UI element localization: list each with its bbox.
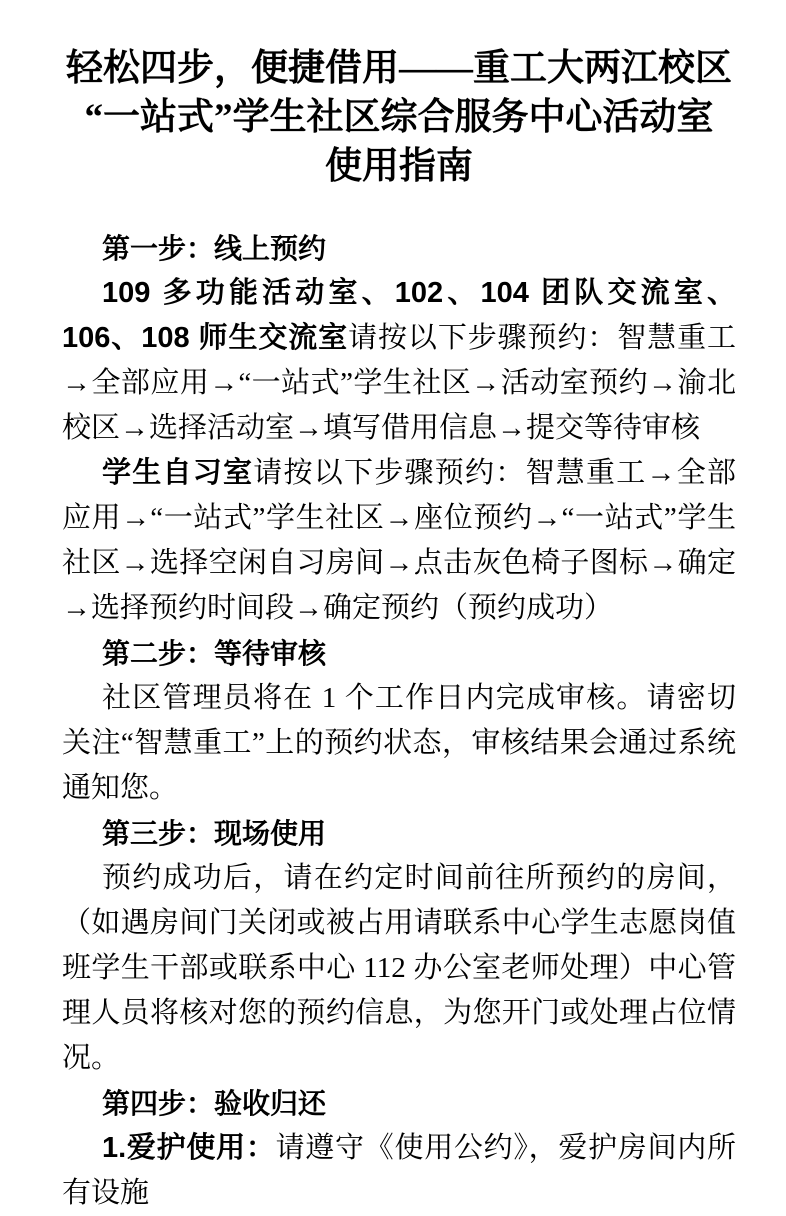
document-body — [62, 226, 736, 1216]
paragraph-text: 请按以下步骤预约：智慧重工→全部应用→“一站式”学生社区→座位预约→“一站式”学生社区→选择空闲自习房间→点击灰色椅子图标→确定→选择预约时间段→确定预约（预约成功） — [62, 457, 736, 624]
paragraph-text: 社区管理员将在 1 个工作日内完成审核。请密切关注“智慧重工”上的预约状态，审核结果会通过系统通知您。 — [62, 682, 736, 804]
paragraph-lead-care-rule: 1.爱护使用： — [102, 1132, 276, 1164]
step-4-paragraph-care-rule — [62, 1126, 736, 1216]
step-2-heading: 第二步：等待审核 — [102, 638, 327, 669]
step-2-paragraph — [62, 676, 736, 811]
document-title — [62, 44, 736, 191]
step-3-paragraph — [62, 856, 736, 1081]
step-1-paragraph-activity-rooms — [62, 271, 736, 451]
step-4-heading: 第四步：验收归还 — [102, 1088, 327, 1119]
step-1-paragraph-study-room — [62, 451, 736, 631]
title-line-2: “一站式”学生社区综合服务中心活动室 — [84, 97, 714, 138]
step-1-heading: 第一步：线上预约 — [102, 233, 327, 264]
step-3-heading: 第三步：现场使用 — [102, 818, 327, 849]
title-line-1: 轻松四步，便捷借用——重工大两江校区 — [66, 48, 732, 89]
paragraph-text: 请按以下步骤预约：智慧重工→全部应用→“一站式”学生社区→活动室预约→渝北校区→选择活动室→填写借用信息→提交等待审核 — [62, 322, 736, 444]
paragraph-text: 预约成功后，请在约定时间前往所预约的房间，（如遇房间门关闭或被占用请联系中心学生志愿岗值班学生干部或联系中心 112 办公室老师处理）中心管理人员将核对您的预约信息，为您开门或处理占位情况。 — [62, 862, 736, 1074]
paragraph-lead-room-list: 109 多功能活动室、102、104 团队交流室、106、108 师生交流室 — [62, 277, 736, 354]
paragraph-text: 请遵守《使用公约》，爱护房间内所有设施 — [62, 1132, 736, 1209]
title-line-3: 使用指南 — [325, 146, 473, 187]
paragraph-lead-study-room: 学生自习室 — [102, 457, 254, 489]
